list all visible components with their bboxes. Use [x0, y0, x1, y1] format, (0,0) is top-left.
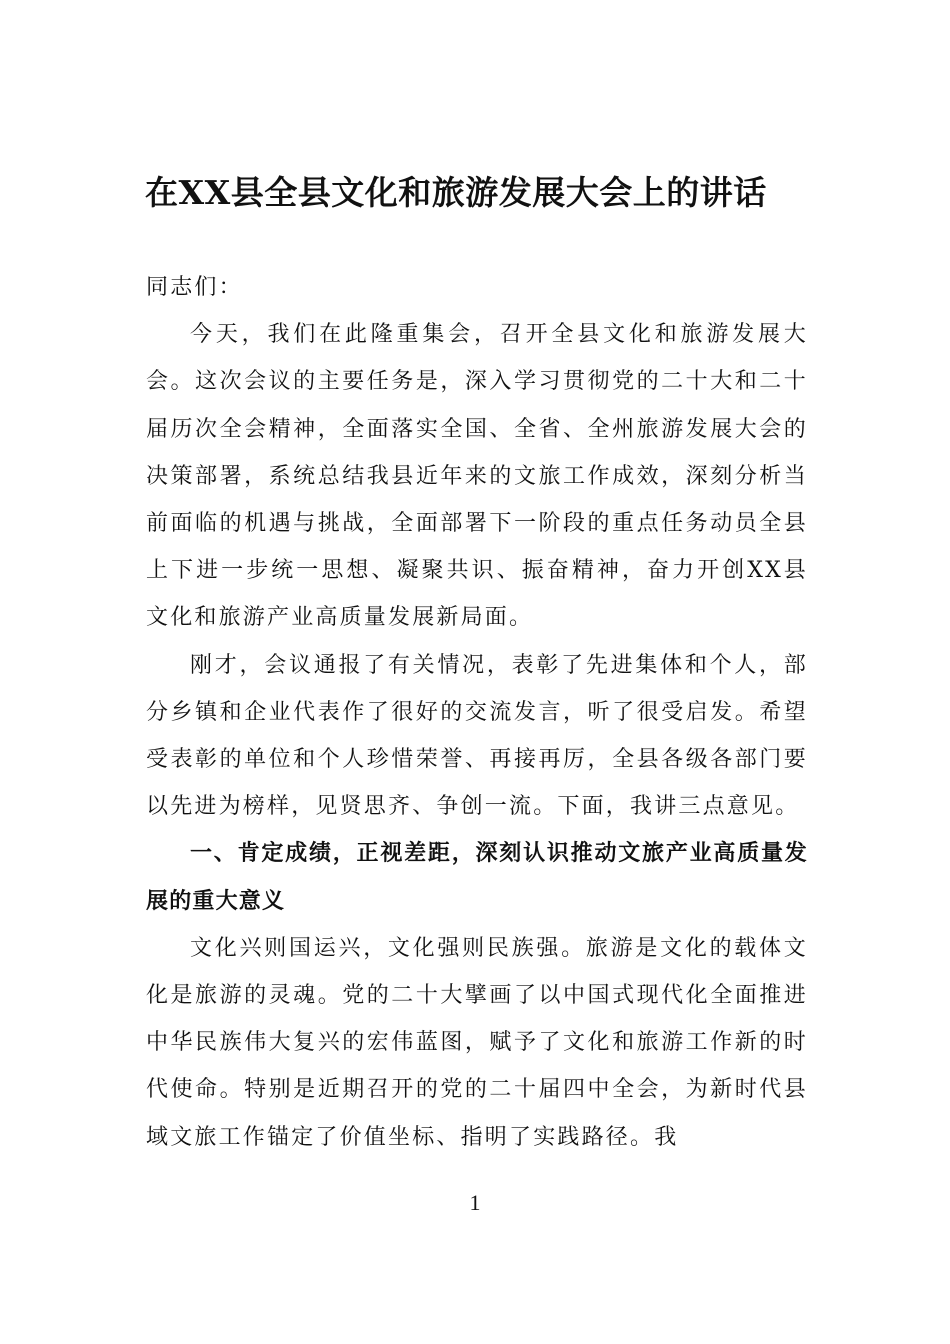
- salutation: 同志们：: [146, 275, 243, 300]
- page-number: 1: [469, 1190, 481, 1215]
- paragraph-opening: 今天，我们在此隆重集会，召开全县文化和旅游发展大会。这次会议的主要任务是，深入学习贯彻党的二十大和二十届历次全会精神，全面落实全国、全省、全州旅游发展大会的决策部署，系统总结我县近年来的文旅工作成效，深刻分析当前面临的机遇与挑战，全面部署下一阶段的重点任务动员全县上下进一步统一思想、凝聚共识、振奋精神，奋力开创XX县文化和旅游产业高质量发展新局面。: [146, 322, 808, 631]
- section-heading: 一、肯定成绩，正视差距，深刻认识推动文旅产业高质量发展的重大意义: [146, 841, 808, 914]
- document-title: 在XX县全县文化和旅游发展大会上的讲话: [145, 173, 767, 212]
- paragraph-section-one: 文化兴则国运兴，文化强则民族强。旅游是文化的载体文化是旅游的灵魂。党的二十大擘画了以中国式现代化全面推进中华民族伟大复兴的宏伟蓝图，赋予了文化和旅游工作新的时代使命。特别是近期召开的党的二十届四中全会，为新时代县域文旅工作锚定了价值坐标、指明了实践路径。我: [146, 935, 808, 1150]
- document-body: [146, 264, 808, 1161]
- paragraph-review: 刚才，会议通报了有关情况，表彰了先进集体和个人，部分乡镇和企业代表作了很好的交流发言，听了很受启发。希望受表彰的单位和个人珍惜荣誉、再接再厉，全县各级各部门要以先进为榜样，见贤思齐、争创一流。下面，我讲三点意见。: [146, 652, 808, 820]
